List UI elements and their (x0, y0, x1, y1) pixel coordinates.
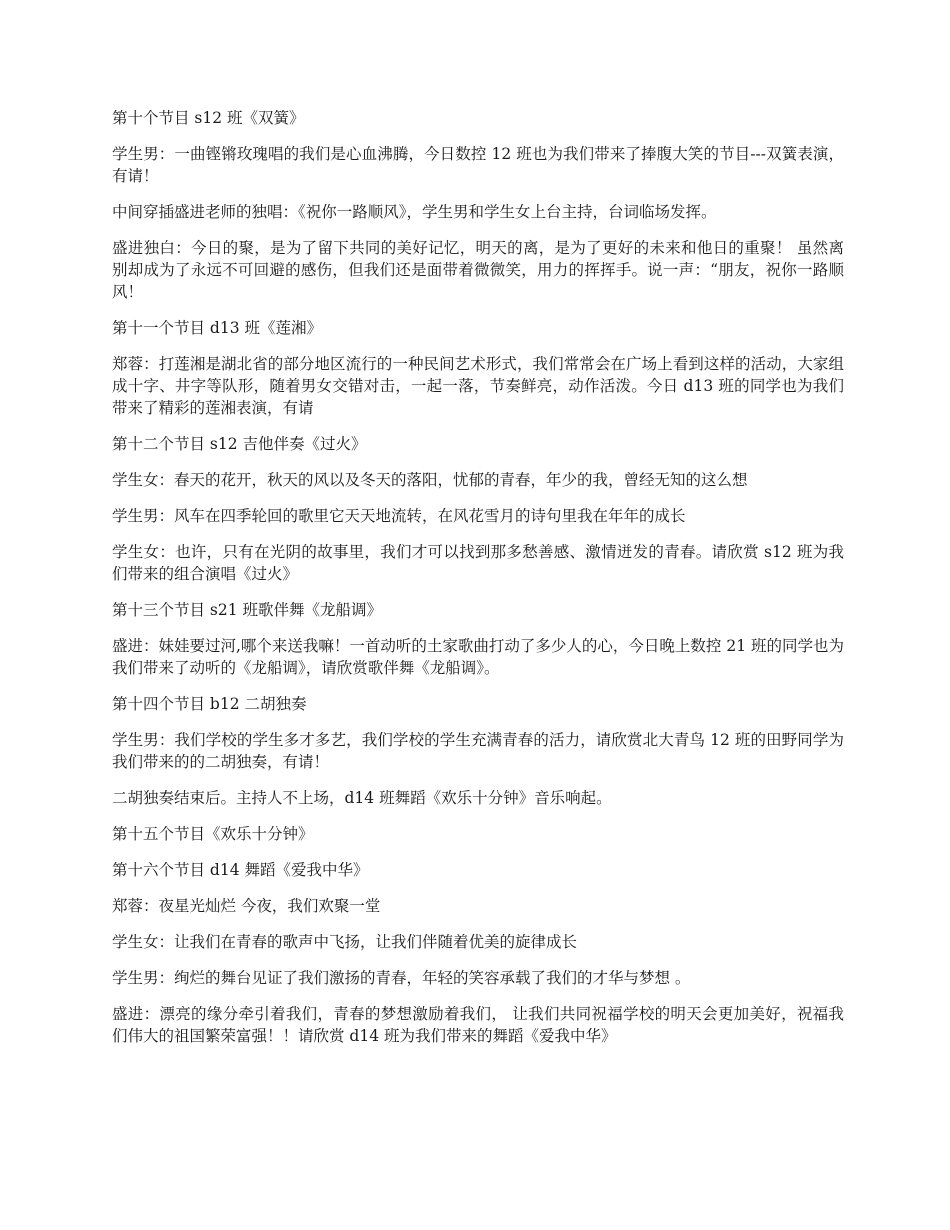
document-body (112, 107, 844, 1061)
program-heading-14: 第十四个节目 b12 二胡独奏 (112, 695, 307, 713)
host-line: 学生女：也许，只有在光阴的故事里，我们才可以找到那多愁善感、激情迸发的青春。请欣赏 s12 班为我们带来的组合演唱《过火》 (112, 543, 844, 583)
program-heading-11: 第十一个节目 d13 班《莲湘》 (112, 319, 323, 337)
program-heading-10: 第十个节目 s12 班《双簧》 (112, 109, 305, 127)
host-line: 学生女：春天的花开，秋天的风以及冬天的落阳，忧郁的青春，年少的我，曾经无知的这么想 (112, 471, 748, 489)
host-monologue: 盛进独白：今日的聚，是为了留下共同的美好记忆，明天的离，是为了更好的未来和他日的重聚！ 虽然离别却成为了永远不可回避的感伤，但我们还是面带着微微笑，用力的挥挥手。说一声：“朋友，祝你一路顺风！ (112, 239, 844, 301)
program-heading-15: 第十五个节目《欢乐十分钟》 (112, 825, 314, 843)
program-heading-13: 第十三个节目 s21 班歌伴舞《龙船调》 (112, 601, 383, 619)
host-line: 学生男：绚烂的舞台见证了我们激扬的青春，年轻的笑容承载了我们的才华与梦想 。 (112, 969, 691, 987)
host-line: 学生女：让我们在青春的歌声中飞扬，让我们伴随着优美的旋律成长 (112, 933, 578, 951)
host-line: 盛进：漂亮的缘分牵引着我们，青春的梦想激励着我们， 让我们共同祝福学校的明天会更加美好，祝福我们伟大的祖国繁荣富强！！请欣赏 d14 班为我们带来的舞蹈《爱我中华》 (112, 1005, 844, 1045)
host-line: 郑蓉：打莲湘是湖北省的部分地区流行的一种民间艺术形式，我们常常会在广场上看到这样的活动，大家组成十字、井字等队形，随着男女交错对击，一起一落，节奏鲜亮，动作活泼。今日 d13 班的同学也为我们带来了精彩的莲湘表演，有请 (112, 355, 844, 417)
host-line: 学生男：一曲铿锵玫瑰唱的我们是心血沸腾，今日数控 12 班也为我们带来了捧腹大笑的节目---双簧表演，有请！ (112, 145, 844, 185)
program-heading-16: 第十六个节目 d14 舞蹈《爱我中华》 (112, 861, 369, 879)
stage-direction: 中间穿插盛进老师的独唱：《祝你一路顺风》，学生男和学生女上台主持，台词临场发挥。 (112, 203, 717, 221)
host-line: 盛进：妹娃要过河,哪个来送我嘛！一首动听的土家歌曲打动了多少人的心，今日晚上数控 21 班的同学也为我们带来了动听的《龙船调》，请欣赏歌伴舞《龙船调》。 (112, 637, 845, 677)
program-heading-12: 第十二个节目 s12 吉他伴奏《过火》 (112, 435, 367, 453)
stage-direction: 二胡独奏结束后。主持人不上场，d14 班舞蹈《欢乐十分钟》音乐响起。 (112, 789, 612, 807)
host-line: 郑蓉：夜星光灿烂 今夜，我们欢聚一堂 (112, 897, 381, 915)
host-line: 学生男：风车在四季轮回的歌里它天天地流转，在风花雪月的诗句里我在年年的成长 (112, 507, 686, 525)
host-line: 学生男：我们学校的学生多才多艺，我们学校的学生充满青春的活力，请欣赏北大青鸟 12 班的田野同学为我们带来的的二胡独奏，有请！ (112, 731, 844, 771)
